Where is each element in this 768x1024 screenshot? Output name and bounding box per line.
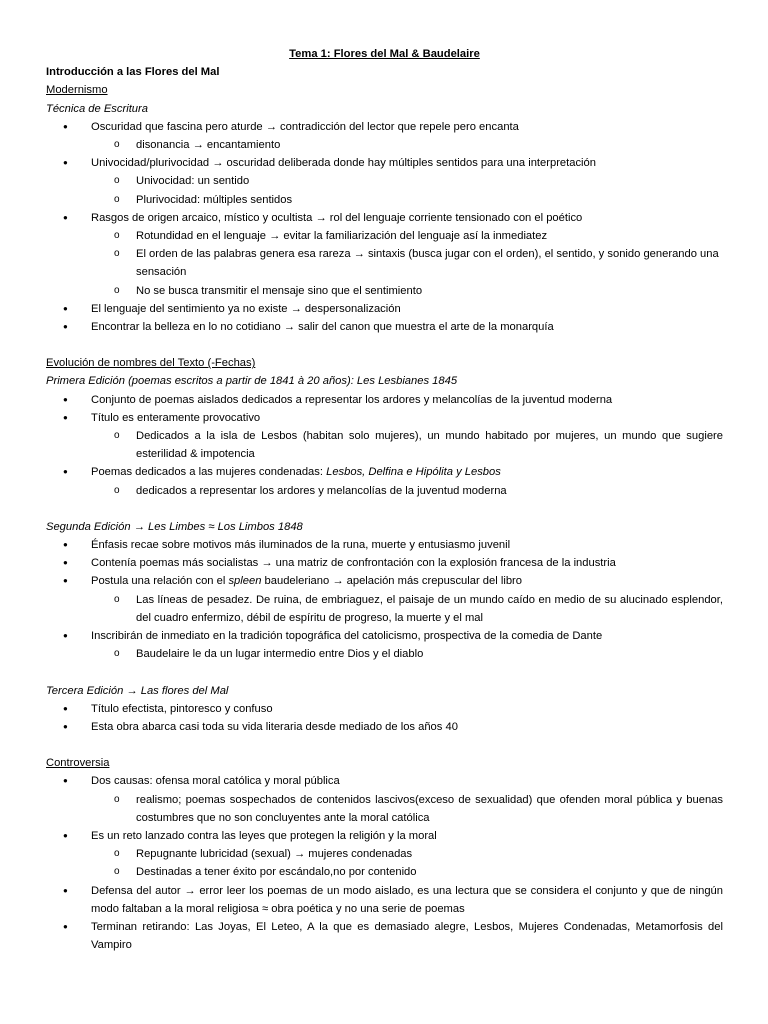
controversia-heading: Controversia — [46, 757, 110, 770]
bullet-text: baudeleriano → apelación más crepuscular del libro — [261, 575, 522, 588]
primera-edicion-subheading: Primera Edición (poemas escritos a partir de 1841 à 20 años): Les Lesbianes 1845 — [46, 375, 458, 388]
spacer — [46, 336, 723, 354]
sub-bullet-item: o dedicados a representar los ardores y melancolías de la juventud moderna — [46, 482, 723, 500]
tercera-edicion-subheading: Tercera Edición → Las flores del Mal — [46, 684, 229, 697]
bullet-item: ● Dos causas: ofensa moral católica y moral pública — [46, 772, 723, 790]
bullet-italic-text: spleen — [228, 575, 262, 588]
spacer — [46, 500, 723, 518]
sub-bullet-item: o Destinadas a tener éxito por escándalo,no por contenido — [46, 863, 723, 881]
sub-bullet-item: o Repugnante lubricidad (sexual) → mujeres condenadas — [46, 845, 723, 863]
sub-bullet-item: o Las líneas de pesadez. De ruina, de embriaguez, el paisaje de un mundo caído en medio de su alucinado esplendor, del cuadro enfermizo, débil de espíritu de progreso, la muerte y el mal — [46, 591, 723, 627]
bullet-item: ● Esta obra abarca casi toda su vida literaria desde mediado de los años 40 — [46, 718, 723, 736]
bullet-item: ● Contenía poemas más socialistas → una matriz de confrontación con la explosión francesa de la industria — [46, 554, 723, 572]
bullet-item: ● Oscuridad que fascina pero aturde → contradicción del lector que repele pero encanta — [46, 118, 723, 136]
modernismo-heading: Modernismo — [46, 84, 108, 97]
evolucion-heading: Evolución de nombres del Texto (-Fechas) — [46, 357, 256, 370]
bullet-item: ● Énfasis recae sobre motivos más iluminados de la runa, muerte y entusiasmo juvenil — [46, 536, 723, 554]
sub-bullet-item: o Plurivocidad: múltiples sentidos — [46, 191, 723, 209]
sub-bullet-item: o No se busca transmitir el mensaje sino que el sentimiento — [46, 282, 723, 300]
bullet-item: ● Título efectista, pintoresco y confuso — [46, 700, 723, 718]
bullet-item: ● Es un reto lanzado contra las leyes que protegen la religión y la moral — [46, 827, 723, 845]
document-title: Tema 1: Flores del Mal & Baudelaire — [289, 48, 480, 60]
bullet-item — [46, 463, 723, 481]
bullet-item — [46, 572, 723, 590]
sub-bullet-item: o disonancia → encantamiento — [46, 136, 723, 154]
intro-heading: Introducción a las Flores del Mal — [46, 66, 220, 79]
sub-bullet-item: o Dedicados a la isla de Lesbos (habitan solo mujeres), un mundo habitado por mujeres, un mundo que sugiere esterilidad & impotencia — [46, 427, 723, 463]
sub-bullet-item: o El orden de las palabras genera esa rareza → sintaxis (busca jugar con el orden), el sentido, y sonido generando una sensación — [46, 245, 723, 281]
sub-bullet-item: o realismo; poemas sospechados de contenidos lascivos(exceso de sexualidad) que ofenden moral pública y buenas costumbres que no son concluyentes ante la moral católica — [46, 791, 723, 827]
bullet-item: ● Inscribirán de inmediato en la tradición topográfica del catolicismo, prospectiva de la comedia de Dante — [46, 627, 723, 645]
bullet-item: ● Título es enteramente provocativo — [46, 409, 723, 427]
bullet-text: Postula una relación con el — [91, 575, 229, 588]
bullet-item: ● Univocidad/plurivocidad → oscuridad deliberada donde hay múltiples sentidos para una interpretación — [46, 154, 723, 172]
bullet-item: ● Terminan retirando: Las Joyas, El Leteo, A la que es demasiado alegre, Lesbos, Mujeres Condenadas, Metamorfosis del Vampiro — [46, 918, 723, 954]
bullet-item: ● Encontrar la belleza en lo no cotidiano → salir del canon que muestra el arte de la monarquía — [46, 318, 723, 336]
sub-bullet-item: o Rotundidad en el lenguaje → evitar la familiarización del lenguaje así la inmediatez — [46, 227, 723, 245]
spacer — [46, 664, 723, 682]
segunda-edicion-subheading: Segunda Edición → Les Limbes ≈ Los Limbos 1848 — [46, 520, 303, 533]
bullet-item: ● Rasgos de origen arcaico, místico y ocultista → rol del lenguaje corriente tensionado con el poético — [46, 209, 723, 227]
tecnica-subheading: Técnica de Escritura — [46, 102, 148, 115]
sub-bullet-item: o Baudelaire le da un lugar intermedio entre Dios y el diablo — [46, 645, 723, 663]
bullet-italic-text: Lesbos, Delfina e Hipólita y Lesbos — [326, 466, 501, 479]
spacer — [46, 736, 723, 754]
bullet-item: ● El lenguaje del sentimiento ya no existe → despersonalización — [46, 300, 723, 318]
bullet-item: ● Defensa del autor → error leer los poemas de un modo aislado, es una lectura que se considera el conjunto y que de ningún modo faltaban a la moral religiosa ≈ obra poética y no una serie de poemas — [46, 882, 723, 918]
bullet-item: ● Conjunto de poemas aislados dedicados a representar los ardores y melancolías de la juventud moderna — [46, 391, 723, 409]
sub-bullet-item: o Univocidad: un sentido — [46, 172, 723, 190]
bullet-text: Poemas dedicados a las mujeres condenadas: — [91, 466, 327, 479]
